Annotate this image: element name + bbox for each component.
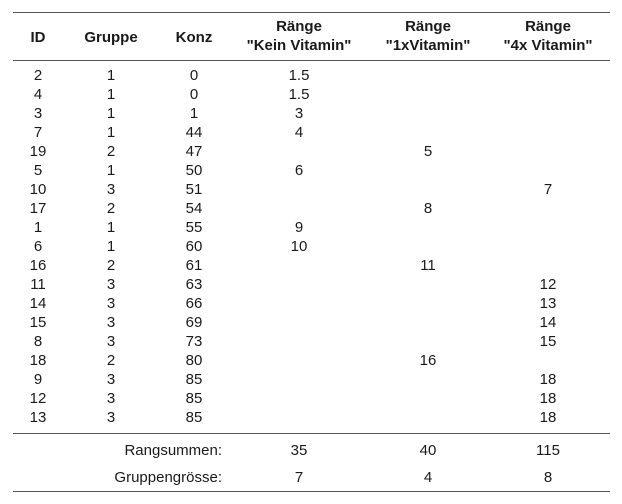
- table-row: [0, 104, 622, 123]
- cell-rank-kein-vitamin: 3: [294, 105, 304, 122]
- top-rule: [13, 12, 610, 13]
- cell-rank-kein-vitamin: 1.5: [288, 67, 310, 84]
- cell-konz: 0: [189, 86, 199, 103]
- cell-id: 2: [33, 67, 43, 84]
- cell-id: 7: [33, 124, 43, 141]
- cell-id: 1: [33, 219, 43, 236]
- header-rank-1x-vitamin: [367, 17, 489, 55]
- summary-rule: [13, 433, 610, 434]
- header-rank-kein-vitamin-line1: Ränge: [276, 18, 322, 35]
- cell-konz: 63: [185, 276, 203, 293]
- cell-konz: 66: [185, 295, 203, 312]
- table-row: [0, 85, 622, 104]
- cell-id: 11: [30, 276, 46, 293]
- cell-id: 4: [33, 86, 43, 103]
- table-row: [0, 237, 622, 256]
- cell-gruppe: 2: [106, 257, 116, 274]
- cell-id: 5: [33, 162, 43, 179]
- cell-konz: 69: [185, 314, 203, 331]
- rangsummen-4x-vitamin: 115: [536, 442, 560, 459]
- table-row: [0, 294, 622, 313]
- table-row: [0, 66, 622, 85]
- gruppengroesse-label: Gruppengrösse:: [114, 469, 222, 486]
- table-row: [0, 180, 622, 199]
- table-row: [0, 256, 622, 275]
- cell-konz: 80: [185, 352, 203, 369]
- cell-konz: 85: [185, 409, 203, 426]
- cell-konz: 1: [189, 105, 199, 122]
- cell-rank-4x-vitamin: 7: [543, 181, 553, 198]
- header-konz: Konz: [175, 29, 213, 46]
- cell-rank-1x-vitamin: 11: [420, 257, 436, 274]
- table-row: [0, 142, 622, 161]
- cell-rank-4x-vitamin: 18: [539, 371, 557, 388]
- cell-gruppe: 2: [106, 200, 116, 217]
- cell-rank-1x-vitamin: 16: [419, 352, 437, 369]
- table-row: [0, 408, 622, 427]
- gruppengroesse-row: [0, 468, 622, 487]
- cell-gruppe: 1: [106, 238, 116, 255]
- rangsummen-row: [0, 441, 622, 460]
- header-rule: [13, 60, 610, 61]
- cell-gruppe: 3: [106, 295, 116, 312]
- cell-gruppe: 1: [106, 67, 116, 84]
- table-row: [0, 313, 622, 332]
- rangsummen-label: Rangsummen:: [124, 442, 222, 459]
- cell-rank-1x-vitamin: 5: [423, 143, 433, 160]
- cell-id: 14: [29, 295, 47, 312]
- cell-rank-4x-vitamin: 18: [539, 409, 557, 426]
- header-rank-4x-vitamin-line2: "4x Vitamin": [503, 37, 593, 54]
- cell-konz: 55: [185, 219, 203, 236]
- header-rank-4x-vitamin: [487, 17, 609, 55]
- cell-rank-4x-vitamin: 14: [539, 314, 557, 331]
- rangsummen-1x-vitamin: 40: [419, 442, 437, 459]
- cell-id: 6: [33, 238, 43, 255]
- header-rank-kein-vitamin: [238, 17, 360, 55]
- cell-id: 19: [29, 143, 47, 160]
- cell-rank-kein-vitamin: 4: [294, 124, 304, 141]
- cell-konz: 0: [189, 67, 199, 84]
- table-row: [0, 218, 622, 237]
- bottom-rule: [13, 491, 610, 492]
- cell-konz: 44: [185, 124, 203, 141]
- table-row: [0, 332, 622, 351]
- cell-rank-1x-vitamin: 8: [423, 200, 433, 217]
- cell-gruppe: 2: [106, 143, 116, 160]
- table-row: [0, 275, 622, 294]
- rangsummen-kein-vitamin: 35: [290, 442, 308, 459]
- header-rank-1x-vitamin-line2: "1xVitamin": [385, 37, 471, 54]
- cell-konz: 85: [185, 371, 203, 388]
- cell-gruppe: 3: [106, 181, 116, 198]
- header-rank-4x-vitamin-line1: Ränge: [525, 18, 571, 35]
- gruppengroesse-1x-vitamin: 4: [423, 469, 433, 486]
- table-row: [0, 161, 622, 180]
- cell-gruppe: 3: [106, 333, 116, 350]
- table-row: [0, 370, 622, 389]
- gruppengroesse-kein-vitamin: 7: [294, 469, 304, 486]
- cell-gruppe: 3: [106, 409, 116, 426]
- cell-id: 15: [29, 314, 47, 331]
- cell-gruppe: 1: [106, 105, 116, 122]
- cell-gruppe: 3: [106, 390, 116, 407]
- cell-gruppe: 3: [106, 276, 116, 293]
- gruppengroesse-4x-vitamin: 8: [543, 469, 553, 486]
- cell-rank-kein-vitamin: 10: [290, 238, 308, 255]
- cell-id: 18: [29, 352, 47, 369]
- cell-rank-4x-vitamin: 15: [539, 333, 557, 350]
- cell-id: 12: [29, 390, 47, 407]
- cell-gruppe: 1: [106, 219, 116, 236]
- cell-rank-4x-vitamin: 13: [539, 295, 557, 312]
- cell-gruppe: 2: [106, 352, 116, 369]
- header-id: ID: [30, 29, 46, 46]
- table-row: [0, 351, 622, 370]
- cell-konz: 51: [185, 181, 203, 198]
- cell-rank-kein-vitamin: 9: [294, 219, 304, 236]
- cell-konz: 50: [185, 162, 203, 179]
- cell-rank-4x-vitamin: 18: [539, 390, 557, 407]
- header-rank-kein-vitamin-line2: "Kein Vitamin": [246, 37, 352, 54]
- cell-konz: 60: [185, 238, 203, 255]
- cell-gruppe: 1: [106, 124, 116, 141]
- cell-gruppe: 1: [106, 86, 116, 103]
- cell-id: 13: [29, 409, 47, 426]
- cell-id: 9: [33, 371, 43, 388]
- cell-konz: 47: [185, 143, 203, 160]
- cell-id: 8: [33, 333, 43, 350]
- table-row: [0, 123, 622, 142]
- cell-konz: 54: [185, 200, 203, 217]
- header-rank-1x-vitamin-line1: Ränge: [405, 18, 451, 35]
- cell-id: 3: [33, 105, 43, 122]
- cell-id: 16: [29, 257, 47, 274]
- cell-rank-kein-vitamin: 1.5: [288, 86, 310, 103]
- cell-konz: 61: [185, 257, 203, 274]
- header-gruppe: Gruppe: [84, 29, 138, 46]
- cell-gruppe: 1: [106, 162, 116, 179]
- cell-rank-4x-vitamin: 12: [539, 276, 557, 293]
- cell-id: 17: [29, 200, 47, 217]
- cell-rank-kein-vitamin: 6: [294, 162, 304, 179]
- table-row: [0, 199, 622, 218]
- cell-konz: 73: [185, 333, 203, 350]
- table-row: [0, 389, 622, 408]
- cell-id: 10: [29, 181, 47, 198]
- cell-gruppe: 3: [106, 314, 116, 331]
- cell-konz: 85: [185, 390, 203, 407]
- cell-gruppe: 3: [106, 371, 116, 388]
